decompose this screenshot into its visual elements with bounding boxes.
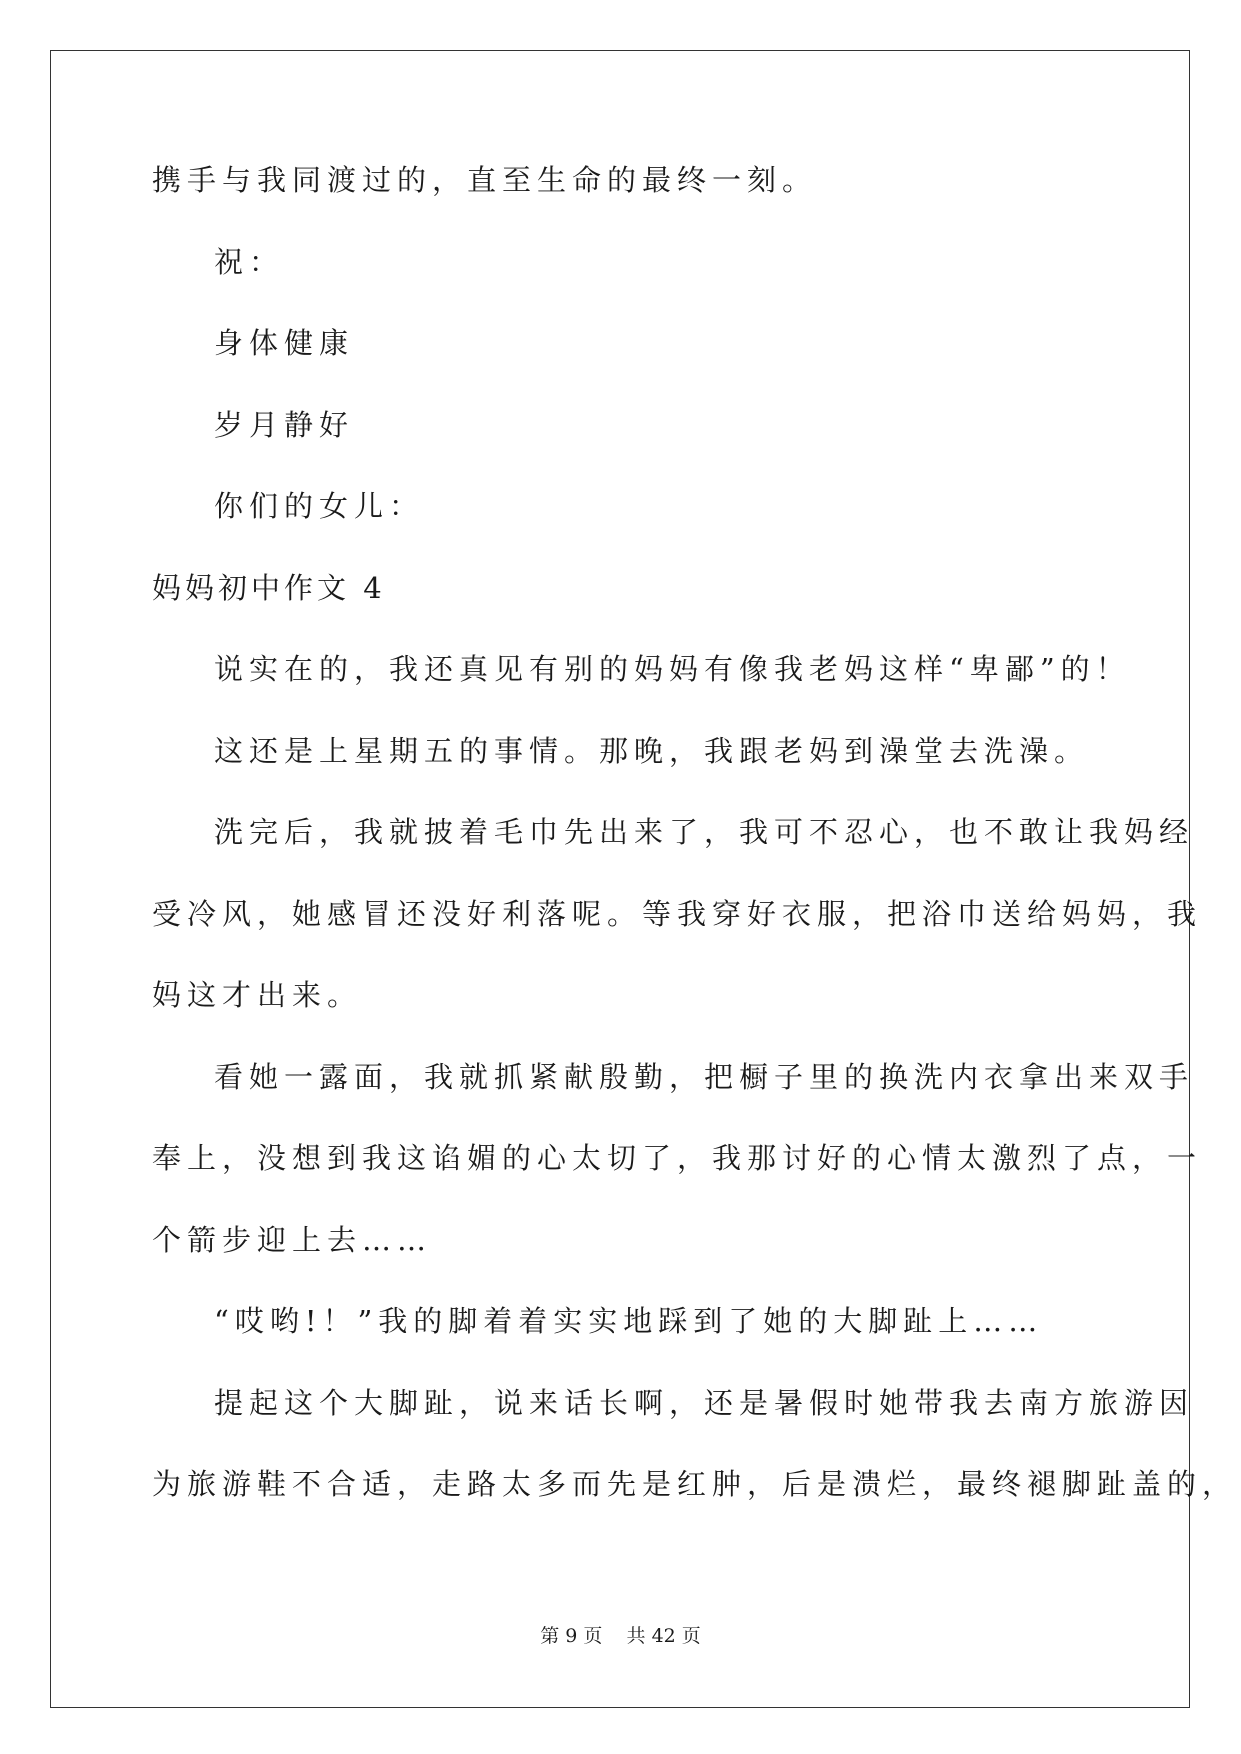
text-line-10: 受冷风，她感冒还没好利落呢。等我穿好衣服，把浴巾送给妈妈，我: [152, 896, 1203, 931]
text-line-7: 说实在的，我还真见有别的妈妈有像我老妈这样“卑鄙”的！: [214, 652, 1131, 686]
text-line-9: 洗完后，我就披着毛巾先出来了，我可不忍心，也不敢让我妈经: [214, 815, 1195, 849]
text-line-15: “哎哟!！”我的脚着着实实地踩到了她的大脚趾上……: [214, 1304, 1044, 1338]
page-number: 第 9 页: [540, 1625, 603, 1647]
text-line-5: 你们的女儿：: [214, 489, 425, 523]
text-line-12: 看她一露面，我就抓紧献殷勤，把橱子里的换洗内衣拿出来双手: [214, 1059, 1195, 1094]
text-line-3: 身体健康: [214, 326, 355, 360]
text-line-11: 妈这才出来。: [152, 978, 363, 1012]
document-body: [152, 163, 1238, 1550]
text-line-4: 岁月静好: [214, 407, 355, 442]
page-footer: [0, 1621, 1241, 1648]
text-line-2: 祝：: [214, 244, 285, 279]
text-line-8: 这还是上星期五的事情。那晚，我跟老妈到澡堂去洗澡。: [214, 733, 1090, 768]
text-line-17: 为旅游鞋不合适，走路太多而先是红肿，后是溃烂，最终褪脚趾盖的，: [152, 1467, 1238, 1501]
text-line-16: 提起这个大脚趾，说来话长啊，还是暑假时她带我去南方旅游因: [214, 1385, 1195, 1420]
text-line-13: 奉上，没想到我这谄媚的心太切了，我那讨好的心情太激烈了点，一: [152, 1141, 1203, 1175]
text-line-1: 携手与我同渡过的，直至生命的最终一刻。: [152, 163, 818, 197]
page-total: 共 42 页: [626, 1625, 701, 1647]
section-heading: 妈妈初中作文 4: [152, 570, 386, 605]
text-line-14: 个箭步迎上去……: [152, 1222, 433, 1257]
